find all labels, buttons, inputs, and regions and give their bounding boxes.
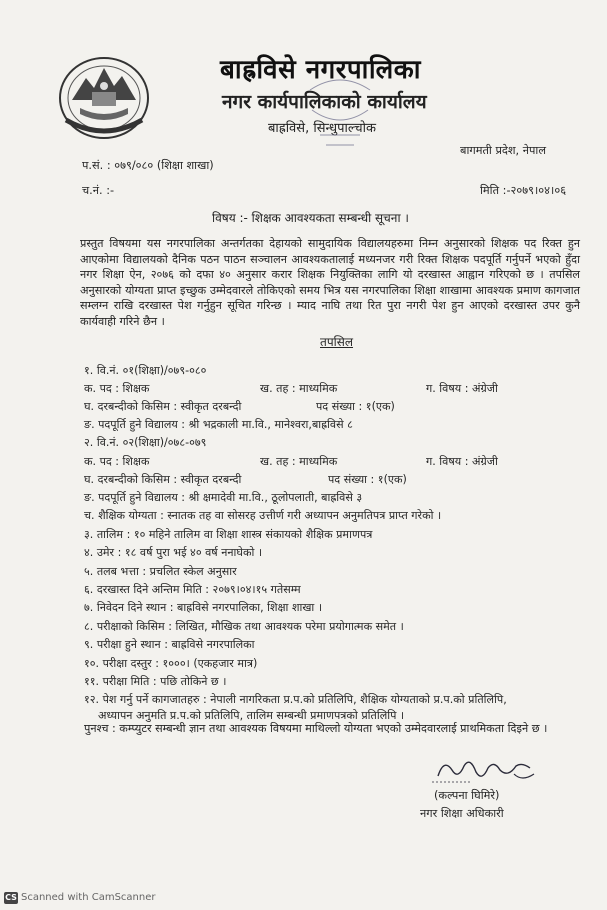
post-1-school: ङ. पदपूर्ति हुने विद्यालय : श्री भद्रकाली मा.वि., मानेश्वरा,बाह्रविसे ८ xyxy=(84,418,353,431)
scanner-footer-text: Scanned with CamScanner xyxy=(21,892,156,903)
post-1-number: १. वि.नं. ०१(शिक्षा)/०७९-०८० xyxy=(84,364,207,377)
condition-exam-date: ११. परीक्षा मिति : पछि तोकिने छ । xyxy=(84,675,227,688)
camscanner-icon: CS xyxy=(5,893,17,902)
condition-age: ४. उमेर : १८ वर्ष पुरा भई ४० वर्ष ननाघेको । xyxy=(84,546,263,559)
condition-exam-fee: १०. परीक्षा दस्तुर : १०००। (एकहजार मात्र) xyxy=(84,657,258,670)
notice-subject: विषय :- शिक्षक आवश्यकता सम्बन्धी सूचना । xyxy=(212,211,409,225)
post-2-sankhya: पद संख्या : १(एक) xyxy=(328,473,407,486)
org-location: बाह्रविसे, सिन्धुपाल्चोक xyxy=(268,121,376,136)
post-2-school: ङ. पदपूर्ति हुने विद्यालय : श्री क्षमादेवी मा.वि., ठूलोपलाती, बाह्रविसे ३ xyxy=(84,491,363,504)
signature-icon xyxy=(430,752,540,788)
office-stamp-icon xyxy=(300,60,380,155)
post-1-sankhya: पद संख्या : १(एक) xyxy=(316,400,395,413)
notice-body: प्रस्तुत विषयमा यस नगरपालिका अन्तर्गतका देहायको सामुदायिक विद्यालयहरुमा निम्न अनुसारको शिक्षक पद रिक्त हुन आएकोमा विद्यालयको दैनिक पठन पाठन सञ्चालन आवश्यकतालाई मध्यनजर गरी रिक्त शिक्षक पदपूर्ति गर्नुपर्ने भएको हुँदा नगर शिक्षा ऐन, २०७६ को दफा ४० अनुसार करार शिक्षक नियुक्तिका लागि यो दरखास्त आह्वान गरिएको छ । तपसिल अनुसारको योग्यता प्राप्त इच्छुक उम्मेदवारले तोकिएको समय भित्र यस नगरपालिका शिक्षा शाखामा आवश्यक प्रमाण कागजात सम्लग्न राखि दरखास्त पेश गर्नुहुन सूचित गरिन्छ । म्याद नाघि तथा रित पुरा नगरी पेश हुन आएको दरखास्त उपर कुनै कार्यवाही गरिने छैन । xyxy=(80,237,580,328)
reference-number: प.सं. : ०७९/०८० (शिक्षा शाखा) xyxy=(82,159,214,172)
scanner-footer xyxy=(4,892,156,904)
condition-deadline: ६. दरखास्त दिने अन्तिम मिति : २०७९।०४।१५ गतेसम्म xyxy=(84,583,301,596)
post-2-number: २. वि.नं. ०२(शिक्षा)/०७८-०७९ xyxy=(84,436,207,449)
post-1-vishay: ग. विषय : अंग्रेजी xyxy=(426,382,498,395)
post-2-taha: ख. तह : माध्यमिक xyxy=(260,455,338,468)
condition-exam-place: ९. परीक्षा हुने स्थान : बाह्रविसे नगरपालिका xyxy=(84,638,255,651)
post-2-kisim: घ. दरबन्दीको किसिम : स्वीकृत दरबन्दी xyxy=(84,473,242,486)
org-title: बाह्रविसे नगरपालिका xyxy=(220,55,421,85)
signatory-designation: नगर शिक्षा अधिकारी xyxy=(420,807,504,820)
dispatch-number: च.नं. :- xyxy=(82,184,115,197)
condition-application-place: ७. निवेदन दिने स्थान : बाह्रविसे नगरपालिका, शिक्षा शाखा । xyxy=(84,601,323,614)
post-2-vishay: ग. विषय : अंग्रेजी xyxy=(426,455,498,468)
org-subtitle: नगर कार्यपालिकाको कार्यालय xyxy=(222,91,427,113)
condition-qualification: च. शैक्षिक योग्यता : स्नातक तह वा सोसरह उत्तीर्ण गरी अध्यापन अनुमतिपत्र प्राप्त गरेको । xyxy=(84,509,442,522)
signatory-name: (कल्पना घिमिरे) xyxy=(434,789,500,802)
post-1-kisim: घ. दरबन्दीको किसिम : स्वीकृत दरबन्दी xyxy=(84,400,242,413)
condition-documents-cont: अध्यापन अनुमति प्र.प.को प्रतिलिपि, तालिम सम्बन्धी प्रमाणपत्रको प्रतिलिपि । xyxy=(98,709,405,722)
post-2-pad: क. पद : शिक्षक xyxy=(84,455,150,468)
province: बागमती प्रदेश, नेपाल xyxy=(460,144,547,157)
postscript-note: पुनश्च : कम्प्युटर सम्बन्धी ज्ञान तथा आवश्यक विषयमा माथिल्लो योग्यता भएको उम्मेदवारलाई प्राथमिकता दिइने छ । xyxy=(84,722,548,735)
notice-date: मिति :-२०७९।०४।०६ xyxy=(480,184,567,197)
condition-documents: १२. पेश गर्नु पर्ने कागजातहरु : नेपाली नागरिकता प्र.प.को प्रतिलिपि, शैक्षिक योग्यताको प्र.प.को प्रतिलिपि, xyxy=(84,693,507,706)
tapsil-heading: तपसिल xyxy=(320,335,354,349)
post-1-pad: क. पद : शिक्षक xyxy=(84,382,150,395)
nepal-emblem-icon xyxy=(58,56,150,140)
condition-exam-type: ८. परीक्षाको किसिम : लिखित, मौखिक तथा आवश्यक परेमा प्रयोगात्मक समेत । xyxy=(84,620,404,633)
condition-salary: ५. तलब भत्ता : प्रचलित स्केल अनुसार xyxy=(84,565,237,578)
condition-training: ३. तालिम : १० महिने तालिम वा शिक्षा शास्त्र संकायको शैक्षिक प्रमाणपत्र xyxy=(84,528,373,541)
post-1-taha: ख. तह : माध्यमिक xyxy=(260,382,338,395)
